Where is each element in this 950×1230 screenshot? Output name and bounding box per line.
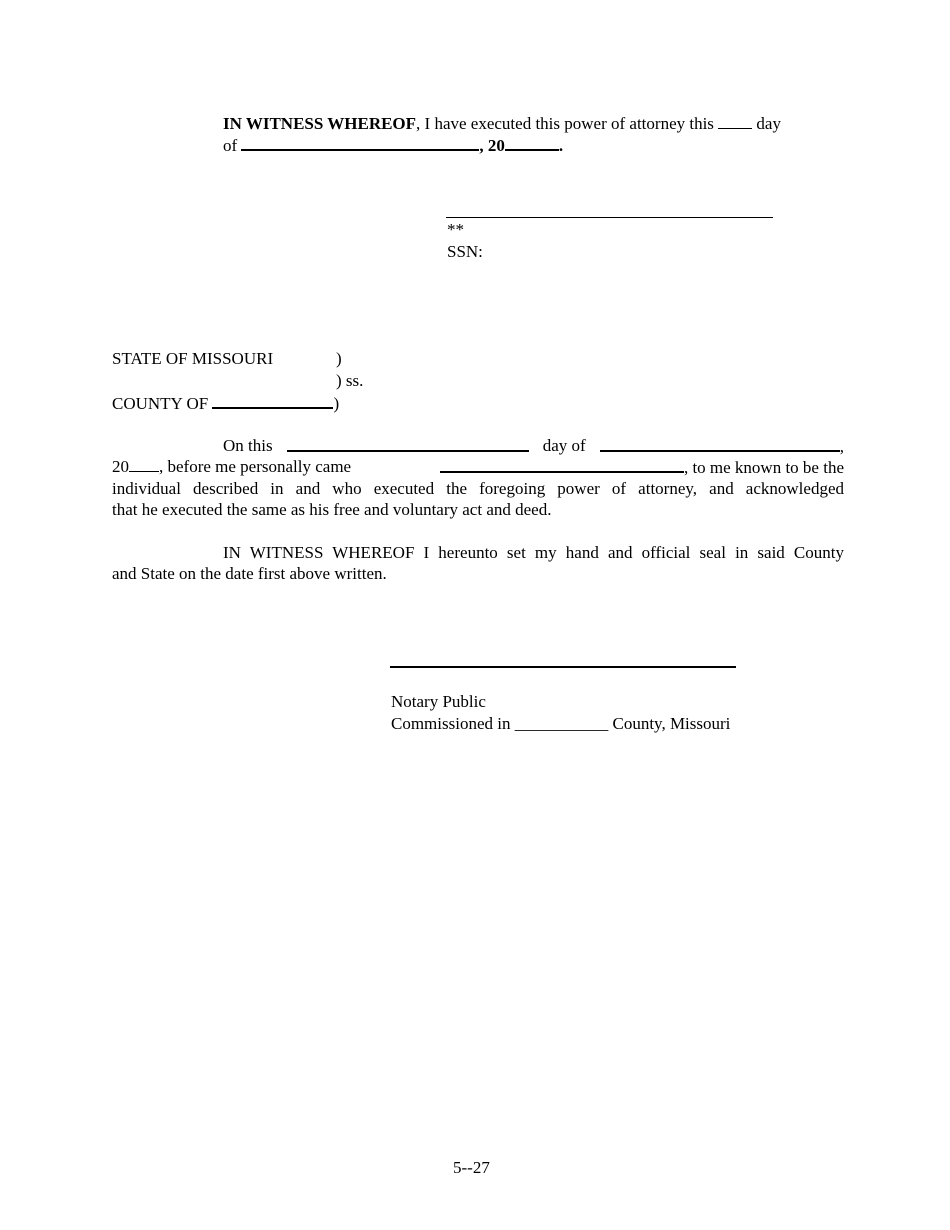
ack-line-2 xyxy=(112,456,844,478)
venue-paren-3: ) xyxy=(333,394,340,413)
commissioned-in-label: Commissioned in xyxy=(391,714,511,733)
day-blank[interactable] xyxy=(718,113,752,129)
witness-line-2 xyxy=(223,134,563,156)
ack-before-me: , before me personally came xyxy=(159,457,352,476)
ssn-label: SSN: xyxy=(447,242,483,261)
signature-stars: ** xyxy=(447,220,464,239)
notary-title: Notary Public xyxy=(391,692,486,711)
ack-year-prefix: 20 xyxy=(112,457,129,476)
witness-period: . xyxy=(558,136,564,155)
ack-line-4: that he executed the same as his free and voluntary act and deed. xyxy=(112,500,552,519)
ack-on-this: On this xyxy=(223,436,273,455)
ack-line-1 xyxy=(223,435,844,457)
ack-year-blank[interactable] xyxy=(129,456,159,472)
county-label: COUNTY OF xyxy=(112,394,209,413)
venue-ss: ) ss. xyxy=(336,371,364,390)
witness-day-word: day xyxy=(756,114,781,133)
page-number: 5--27 xyxy=(453,1158,490,1177)
witness-of-word: of xyxy=(223,136,238,155)
signature-line[interactable] xyxy=(446,217,773,218)
witness2-line-1: IN WITNESS WHEREOF I hereunto set my hand and official seal in said County xyxy=(223,543,844,562)
year-prefix: , 20 xyxy=(479,136,505,155)
month-blank[interactable] xyxy=(241,134,479,151)
venue-paren-1: ) xyxy=(336,349,342,368)
notary-commission-line xyxy=(391,713,730,734)
notary-signature-line[interactable] xyxy=(390,666,736,668)
ack-to-me-known: , to me known to be the xyxy=(683,458,844,477)
ack-name-blank[interactable] xyxy=(440,456,684,473)
ack-day-of: day of xyxy=(542,436,586,455)
commission-county-blank[interactable]: ___________ xyxy=(514,714,609,733)
witness-line-1 xyxy=(223,113,781,134)
county-line xyxy=(112,392,339,414)
witness2-line-2: and State on the date first above written. xyxy=(112,564,387,583)
witness-heading: IN WITNESS WHEREOF xyxy=(223,114,417,133)
state-label: STATE OF MISSOURI xyxy=(112,349,274,368)
ack-line-3: individual described in and who executed the foregoing power of attorney, and acknowledged xyxy=(112,479,844,498)
ack-day-blank[interactable] xyxy=(287,435,529,452)
county-blank[interactable] xyxy=(212,392,333,409)
ack-month-blank[interactable] xyxy=(600,435,840,452)
witness-line-1-text: , I have executed this power of attorney this xyxy=(416,114,714,133)
year-blank[interactable] xyxy=(505,134,559,151)
ack-comma: , xyxy=(839,437,844,456)
commission-county-state: County, Missouri xyxy=(612,714,731,733)
